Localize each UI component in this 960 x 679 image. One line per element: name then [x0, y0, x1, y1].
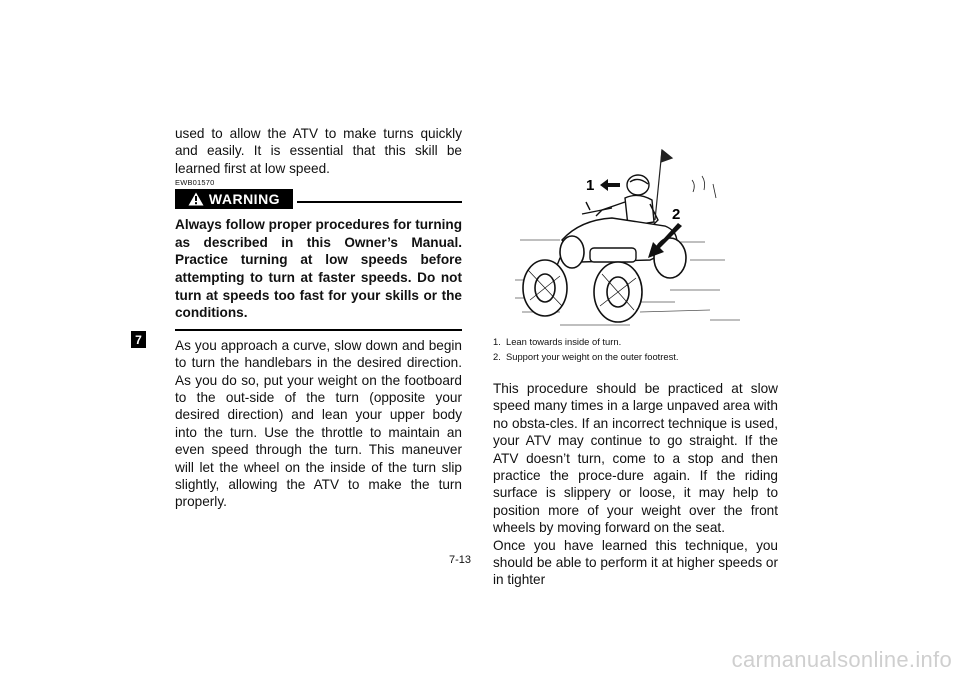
chapter-tab: 7 — [131, 331, 146, 348]
caption-number: 2. — [493, 351, 501, 362]
warning-text: Always follow proper procedures for turning as described in this Owner’s Manual. Practice turning at low speeds before attempting to turn at faster speeds. Do not turn at speeds too fast for your skills or the conditions. — [175, 217, 463, 321]
intro-paragraph: used to allow the ATV to make turns quickly and easily. It is essential that this skill be learned first at low speed. — [175, 126, 462, 176]
reference-code: EWB01570 — [175, 178, 215, 188]
continuation-paragraph: Once you have learned this technique, you should be able to perform it at higher speeds or in tighter — [493, 537, 778, 588]
warning-end-rule — [175, 329, 462, 331]
atv-turning-illustration — [500, 140, 770, 335]
practice-paragraph: This procedure should be practiced at slow speed many times in a large unpaved area with no obsta-cles. If an incorrect technique is used, your ATV may continue to go straight. If the ATV doesn’t turn, come to a stop and then practice the proce-dure again. If the riding surface is slippery or loose, it may help to position more of your weight over the front wheels by moving forward on the seat. — [493, 381, 778, 536]
caption-text: Support your weight on the outer footrest. — [506, 351, 679, 362]
callout-1-label: 1 — [586, 177, 595, 194]
caption-text: Lean towards inside of turn. — [506, 336, 622, 347]
caption-item — [493, 349, 778, 364]
caption-number: 1. — [493, 336, 501, 347]
right-column — [493, 380, 778, 589]
caption-item — [493, 334, 778, 349]
warning-label: WARNING — [208, 190, 281, 207]
warning-rule — [297, 201, 462, 203]
warning-header — [175, 188, 462, 210]
body-paragraph: As you approach a curve, slow down and begin to turn the handlebars in the desired direction. As you do so, put your weight on the footboard to the out-side of the turn (opposite your desired direction) and lean your upper body into the turn. Use the throttle to maintain an even speed through the turn. This maneuver will let the wheel on the inside of the turn slip slightly, allowing the ATV to make the turn properly. — [175, 337, 462, 510]
figure-captions — [493, 334, 778, 364]
warning-badge — [175, 189, 293, 209]
page-number: 7-13 — [449, 554, 472, 566]
warning-triangle-icon — [188, 192, 204, 206]
arrow-left-icon — [600, 179, 620, 191]
left-column — [175, 125, 462, 511]
callout-2-label: 2 — [672, 206, 681, 223]
watermark-link[interactable]: carmanualsonline.info — [731, 647, 952, 672]
